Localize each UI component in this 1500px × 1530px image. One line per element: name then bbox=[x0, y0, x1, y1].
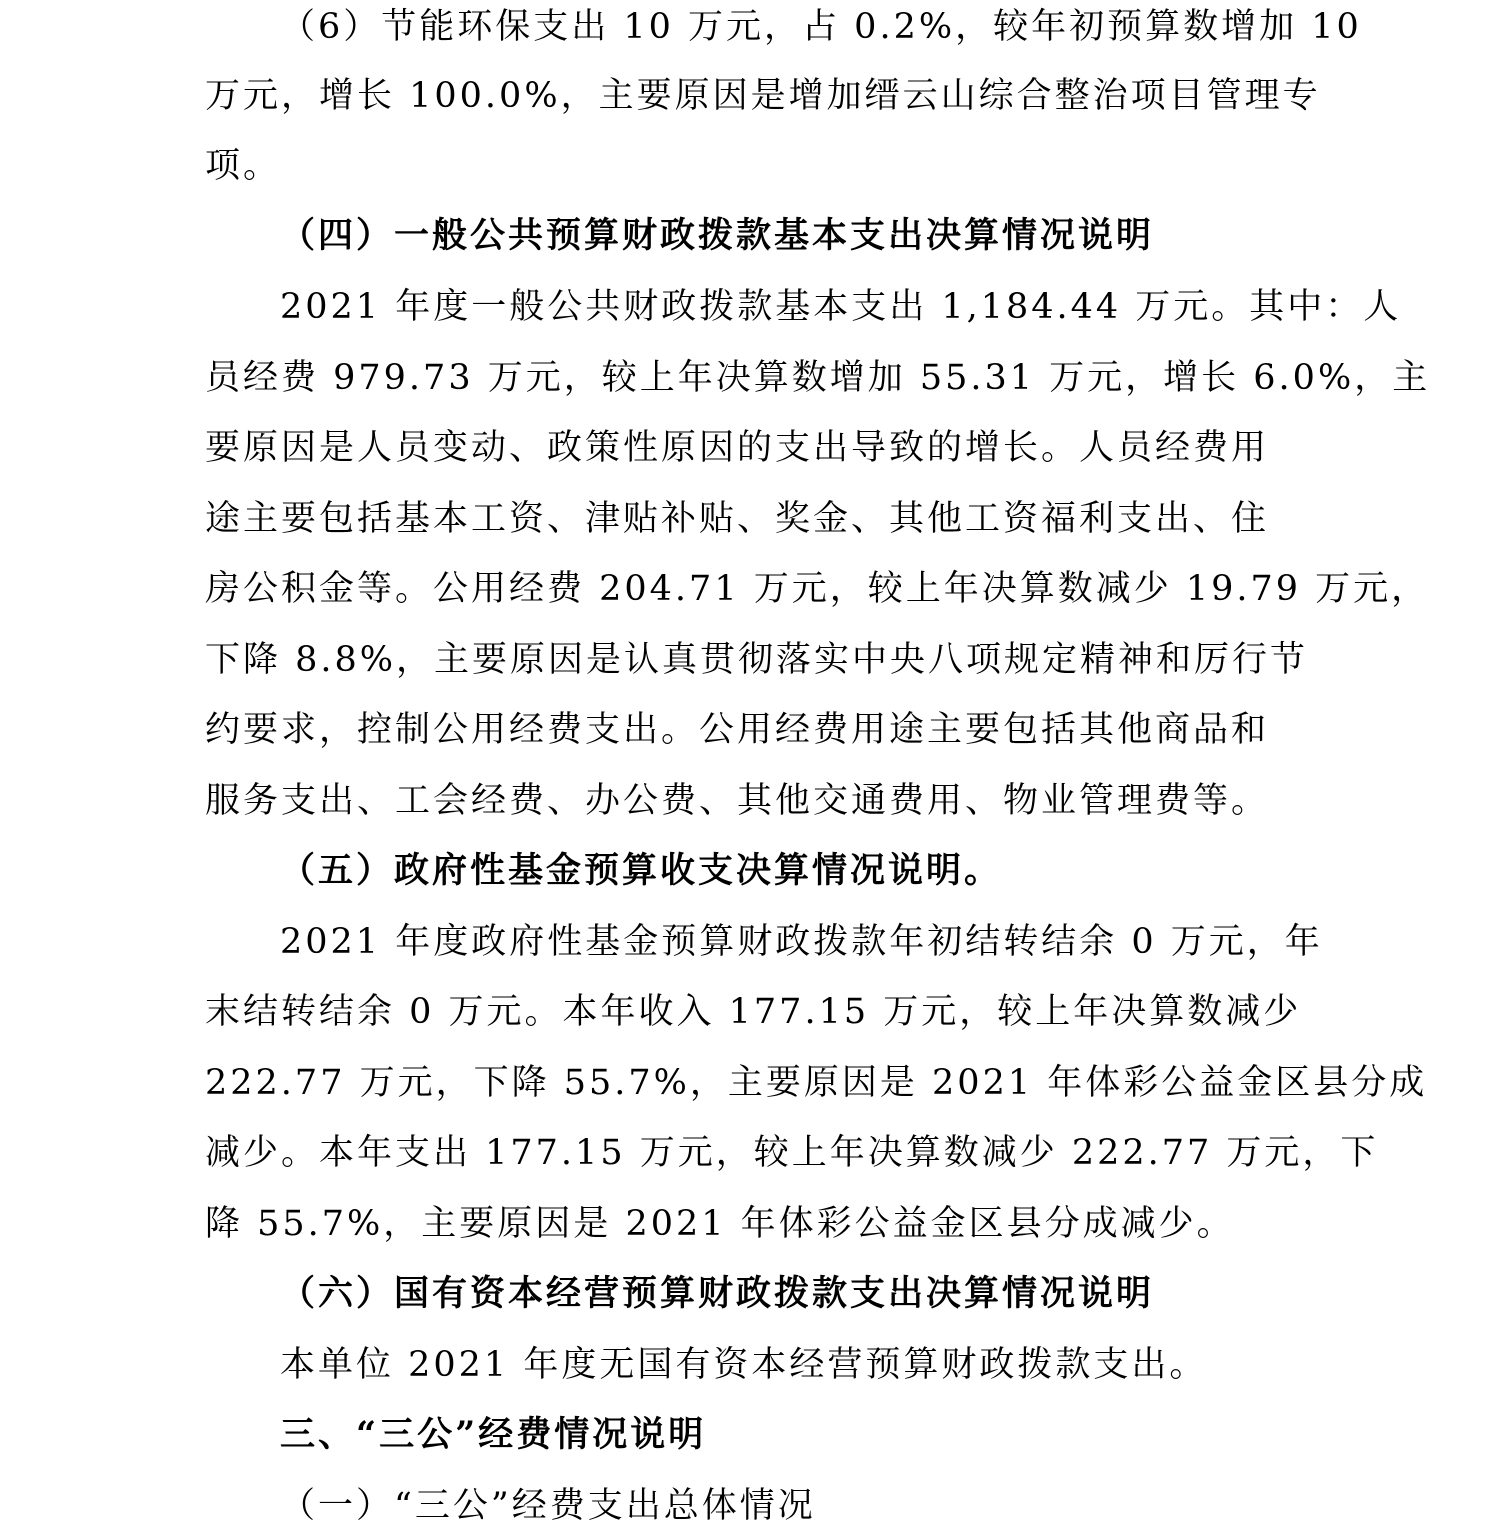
chapter-3-heading: 三、“三公”经费情况说明 bbox=[280, 1414, 707, 1455]
section-4-para-line-6: 下降 8.8%，主要原因是认真贯彻落实中央八项规定精神和厉行节 bbox=[205, 640, 1309, 680]
section-4-para-line-7: 约要求，控制公用经费支出。公用经费用途主要包括其他商品和 bbox=[205, 710, 1270, 750]
item-6-line-3: 项。 bbox=[205, 146, 282, 186]
section-4-para-line-3: 要原因是人员变动、政策性原因的支出导致的增长。人员经费用 bbox=[205, 428, 1270, 468]
section-6-heading: （六）国有资本经营预算财政拨款支出决算情况说明 bbox=[280, 1273, 1155, 1314]
section-5-para-line-4: 减少。本年支出 177.15 万元，较上年决算数减少 222.77 万元，下 bbox=[205, 1133, 1379, 1173]
section-4-para-line-5: 房公积金等。公用经费 204.71 万元，较上年决算数减少 19.79 万元， bbox=[205, 569, 1430, 609]
section-5-para-line-2: 末结转结余 0 万元。本年收入 177.15 万元，较上年决算数减少 bbox=[205, 992, 1302, 1032]
section-6-para: 本单位 2021 年度无国有资本经营预算财政拨款支出。 bbox=[280, 1345, 1208, 1385]
subsection-1-heading: （一）“三公”经费支出总体情况 bbox=[280, 1486, 816, 1526]
section-4-para-line-1: 2021 年度一般公共财政拨款基本支出 1,184.44 万元。其中：人 bbox=[280, 287, 1402, 327]
section-5-para-line-5: 降 55.7%，主要原因是 2021 年体彩公益金区县分成减少。 bbox=[205, 1204, 1235, 1244]
section-5-para-line-3: 222.77 万元，下降 55.7%，主要原因是 2021 年体彩公益金区县分成 bbox=[205, 1063, 1428, 1103]
section-5-heading: （五）政府性基金预算收支决算情况说明。 bbox=[280, 850, 1003, 891]
section-5-para-line-1: 2021 年度政府性基金预算财政拨款年初结转结余 0 万元，年 bbox=[280, 922, 1323, 962]
section-4-para-line-8: 服务支出、工会经费、办公费、其他交通费用、物业管理费等。 bbox=[205, 781, 1270, 821]
section-4-heading: （四）一般公共预算财政拨款基本支出决算情况说明 bbox=[280, 215, 1155, 256]
section-4-para-line-2: 员经费 979.73 万元，较上年决算数增加 55.31 万元，增长 6.0%，主 bbox=[205, 358, 1431, 398]
item-6-line-1: （6）节能环保支出 10 万元，占 0.2%，较年初预算数增加 10 bbox=[280, 7, 1362, 47]
item-6-line-2: 万元，增长 100.0%，主要原因是增加缙云山综合整治项目管理专 bbox=[205, 76, 1321, 116]
section-4-para-line-4: 途主要包括基本工资、津贴补贴、奖金、其他工资福利支出、住 bbox=[205, 499, 1270, 539]
